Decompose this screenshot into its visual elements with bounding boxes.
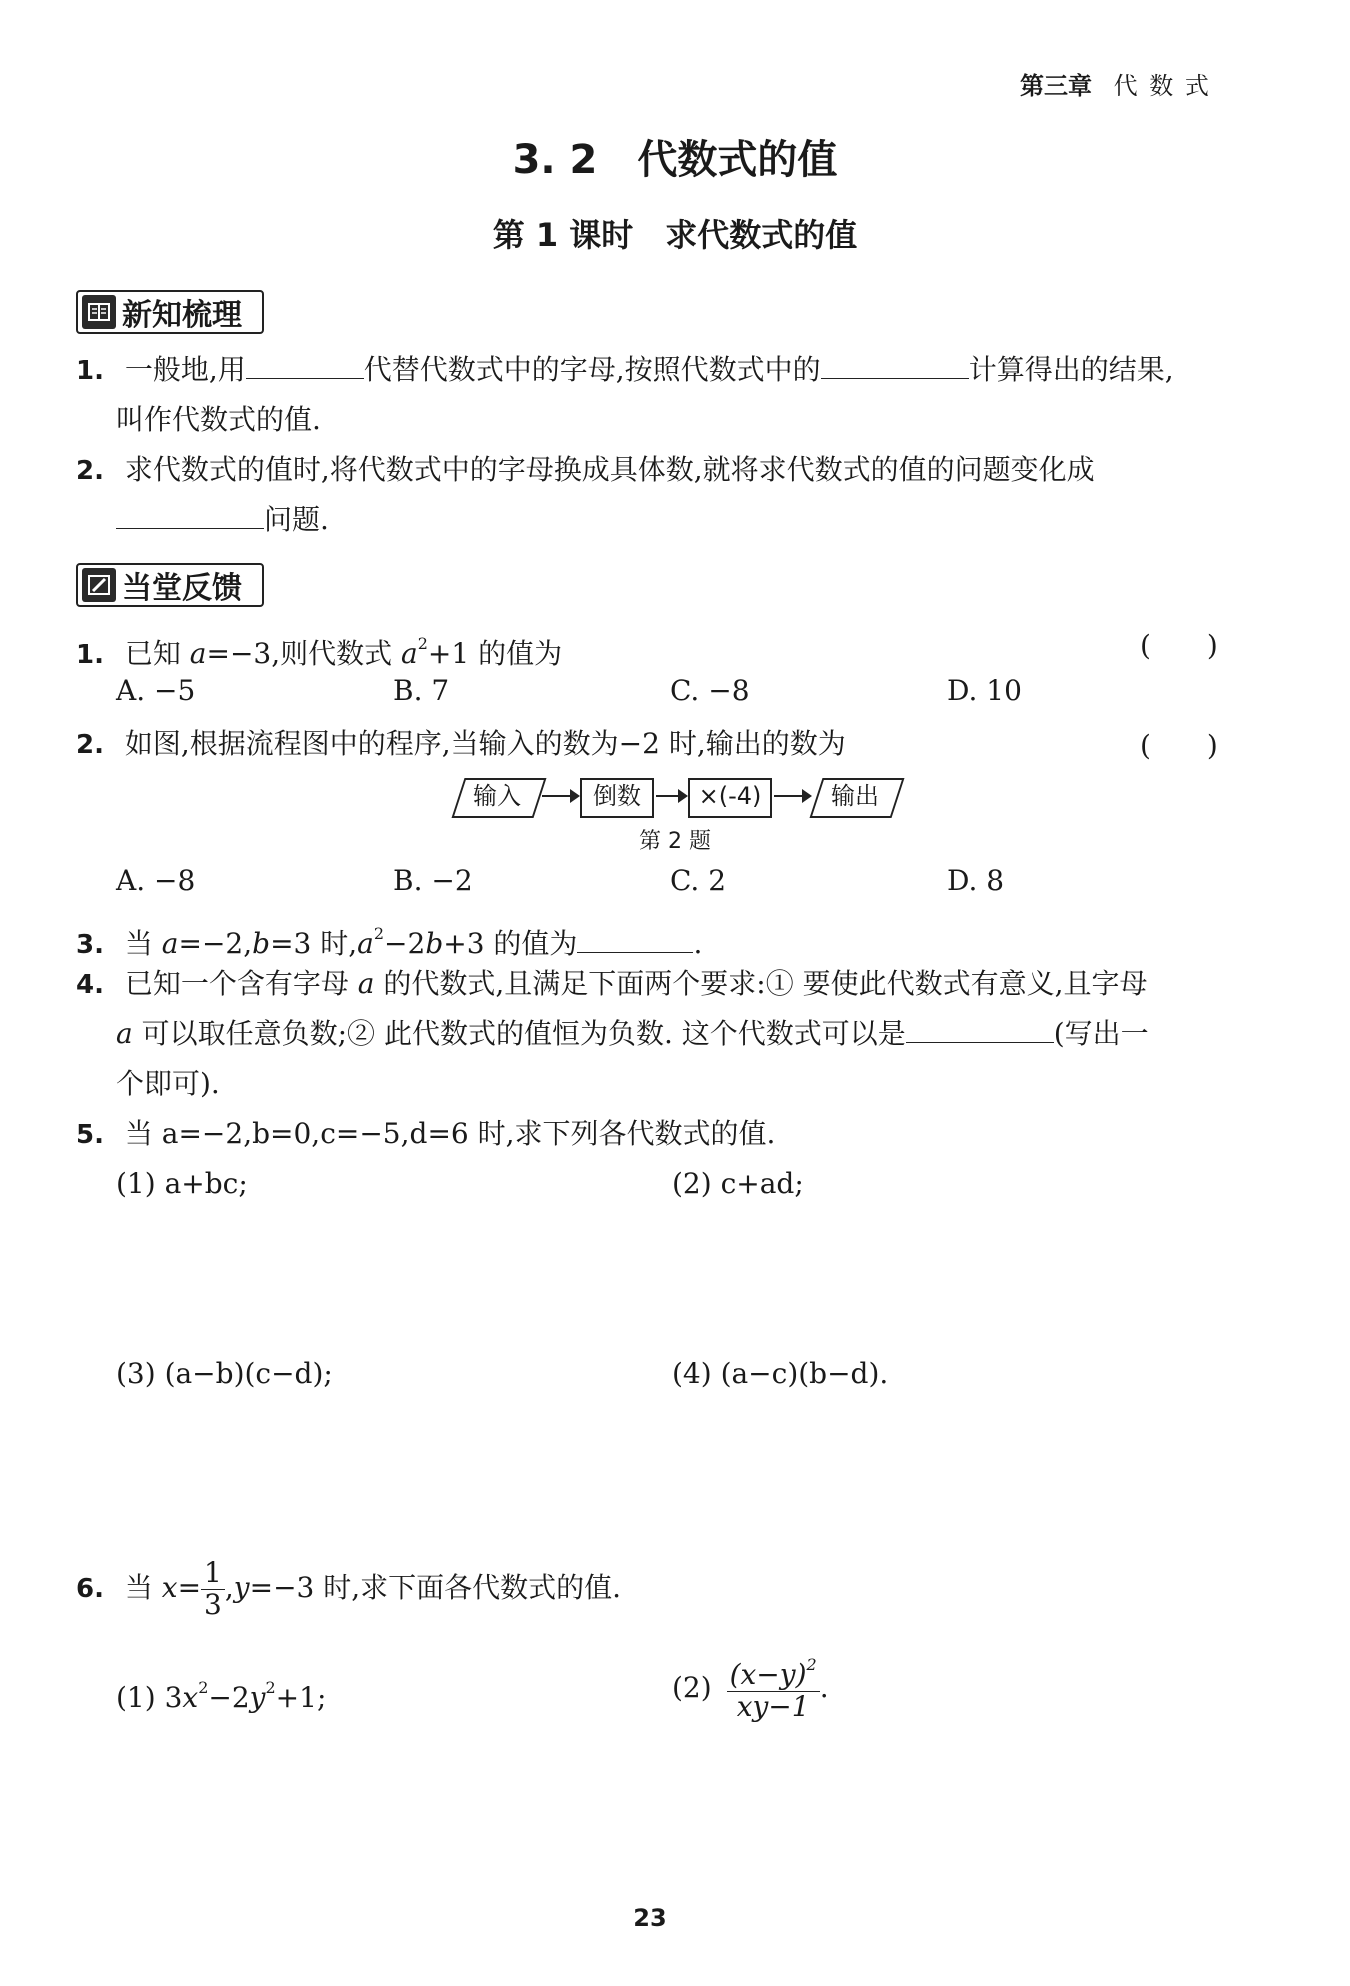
- feedback-label: 当堂反馈: [122, 571, 242, 606]
- option-c[interactable]: C. 2: [670, 864, 727, 897]
- option-b[interactable]: B. −2: [393, 864, 473, 897]
- fraction-expression: $\frac{(x-y)^2}{xy-1}$: [727, 1656, 820, 1723]
- flow-arrow: [542, 795, 578, 797]
- knowledge-item-2-cont: 问题.: [116, 500, 329, 540]
- answer-paren[interactable]: ( ): [1140, 629, 1218, 662]
- feedback-item-4-cont: a 可以取任意负数;② 此代数式的值恒为负数. 这个代数式可以是 (写出一: [116, 1017, 1149, 1050]
- option-a[interactable]: A. −8: [116, 864, 196, 897]
- flow-input-label: 输入: [473, 782, 521, 810]
- chapter-title: 代 数 式: [1113, 72, 1211, 100]
- flow-arrow: [656, 795, 686, 797]
- option-b[interactable]: B. 7: [393, 674, 450, 707]
- flow-arrow: [774, 795, 810, 797]
- feedback-item-2: 2. 如图,根据流程图中的程序,当输入的数为−2 时,输出的数为: [76, 727, 846, 760]
- chapter-label: 第三章: [1020, 72, 1092, 100]
- knowledge-item-1-cont: 叫作代数式的值.: [116, 403, 321, 436]
- new-knowledge-label: 新知梳理: [122, 298, 242, 333]
- q6-part-2: (2) $\frac{(x-y)^2}{xy-1}$ .: [672, 1655, 829, 1723]
- chapter-header: [1020, 66, 1211, 101]
- answer-blank[interactable]: [577, 926, 693, 953]
- feedback-item-4-cont2: 个即可).: [116, 1067, 220, 1100]
- option-a[interactable]: A. −5: [116, 674, 196, 707]
- fraction-one-third: $\frac{1}{3}$: [201, 1558, 225, 1621]
- new-knowledge-heading: [76, 290, 264, 334]
- pencil-icon: [82, 568, 116, 602]
- page-number: 23: [633, 1904, 667, 1932]
- answer-paren[interactable]: ( ): [1140, 729, 1218, 762]
- q5-part-4: (4) (a−c)(b−d).: [672, 1357, 889, 1390]
- q6-part-1: (1) $3x^2-2y^2+1$;: [116, 1678, 327, 1714]
- q5-part-3: (3) (a−b)(c−d);: [116, 1357, 333, 1390]
- flowchart: [450, 778, 900, 818]
- book-icon: [82, 295, 116, 329]
- section-title: 3. 2 代数式的值: [512, 137, 838, 183]
- answer-blank[interactable]: [116, 502, 264, 529]
- option-c[interactable]: C. −8: [670, 674, 750, 707]
- feedback-item-4: 4. 已知一个含有字母 a 的代数式,且满足下面两个要求:① 要使此代数式有意义,且字母: [76, 967, 1148, 1000]
- q5-part-1: (1) a+bc;: [116, 1167, 248, 1200]
- feedback-item-3: 3. 当 a=−2,b=3 时$,a^2-2b+3$ 的值为 .: [76, 924, 703, 960]
- flow-reciprocal-label: 倒数: [593, 782, 641, 810]
- option-d[interactable]: D. 10: [947, 674, 1022, 707]
- option-d[interactable]: D. 8: [947, 864, 1005, 897]
- knowledge-item-2: 2. 求代数式的值时,将代数式中的字母换成具体数,就将求代数式的值的问题变化成: [76, 453, 1095, 486]
- knowledge-item-1: 1. 一般地,用 代替代数式中的字母,按照代数式中的 计算得出的结果,: [76, 353, 1174, 386]
- answer-blank[interactable]: [906, 1016, 1054, 1043]
- answer-blank[interactable]: [821, 352, 969, 379]
- lesson-title: 第 1 课时 求代数式的值: [492, 216, 858, 254]
- feedback-heading: [76, 563, 264, 607]
- figure-caption: 第 2 题: [639, 829, 711, 854]
- q5-part-2: (2) c+ad;: [672, 1167, 804, 1200]
- feedback-item-1: 1. 已知 a=−3,则代数式 $a^2+1$ 的值为: [76, 634, 563, 670]
- answer-blank[interactable]: [246, 352, 364, 379]
- flow-output-label: 输出: [831, 782, 879, 810]
- flow-multiply-label: ×(-4): [698, 782, 762, 810]
- feedback-item-5: 5. 当 a=−2,b=0,c=−5,d=6 时,求下列各代数式的值.: [76, 1117, 776, 1150]
- feedback-item-6: 6. 当 x= $\frac{1}{3}$ ,y=−3 时,求下面各代数式的值.: [76, 1556, 622, 1621]
